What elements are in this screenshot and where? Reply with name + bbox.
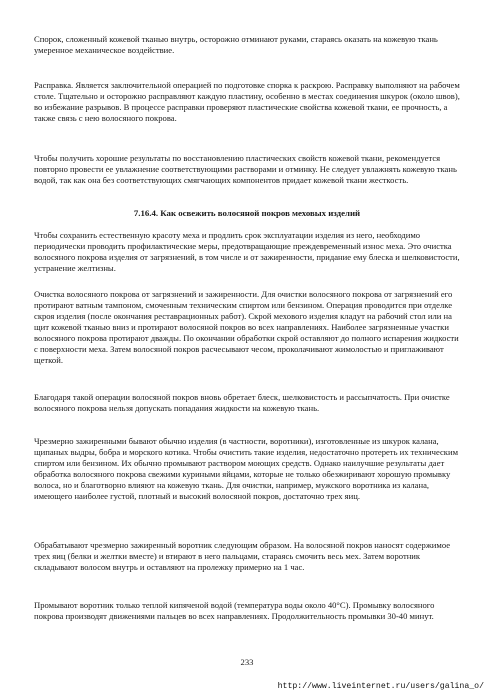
paragraph-9: Промывают воротник только теплой кипяченой водой (температура воды около 40°С). Промывку волосяного покрова производят движениями пальцев во всех направлениях. Продолжительность промывки 30-40 минут. [34,600,435,621]
paragraph-8: Обрабатывают чрезмерно зажиренный воротник следующим образом. На волосяной покров наносят содержимое трех яиц (белки и желтки вместе) и втирают в него пальцами, стараясь смочить весь мех. Затем воротник складывают волосом внутрь и оставляют на пролежку примерно на 1 час. [34,540,451,572]
paragraph-6: Благодаря такой операции волосяной покров вновь обретает блеск, шелковистость и рассыпчатость. При очистке волосяного покрова нельзя допускать попадания жидкости на кожевую ткань. [34,392,450,413]
footer-url-watermark: http://www.liveinternet.ru/users/galina_o/ [277,682,484,691]
section-heading: 7.16.4. Как освежить волосяной покров меховых изделий [133,208,361,218]
paragraph-2: Расправка. Является заключительной операцией по подготовке спорка к раскрою. Расправку выполняют на рабочем столе. Тщательно и осторожно расправляют каждую пластину, особенно в местах соединения шкурок (около швов), во избежание разрывов. В процессе расправки проверяют пластические свойства кожевой ткани, ее прочность, а также связь с нею волосяного покрова. [34,80,460,123]
paragraph-3: Чтобы получить хорошие результаты по восстановлению пластических свойств кожевой ткани, рекомендуется повторно провести ее увлажнение соответствующими растворами и отминку. Не следует увлажнять кожевую ткань водой, так как она без соответствующих смягчающих компонентов придает кожевой ткани жесткость. [34,153,457,185]
page-number: 233 [240,657,254,667]
paragraph-5: Очистка волосяного покрова от загрязнений и зажиренности. Для очистки волосяного покрова от загрязнений его протирают ватным тампоном, смоченным техническим спиртом или бензином. Операция проводится при отделке скроя изделия (после окончания реставрационных работ). Скрой мехового изделия кладут на рабочий стол или на щит кожевой тканью вниз и протирают волосяной покров во всех направлениях. Наиболее загрязненные участки волосяного покрова протирают дважды. По окончании обработки скрой оставляют до полного испарения жидкости с поверхности меха. Затем волосяной покров расчесывают чесом, проколачивают жимолостью и приглаживают щеткой. [34,289,459,365]
paragraph-7: Чрезмерно зажиренными бывают обычно изделия (в частности, воротники), изготовленные из шкурок калана, щипаных выдры, бобра и морского котика. Чтобы очистить такие изделия, недостаточно протереть их техническим спиртом или бензином. Их обычно промывают раствором моющих средств. Однако наилучшие результаты дает обработка волосяного покрова свежими куриными яйцами, которые не только обезжиривают хорошую промывку волоса, но и благотворно влияют на кожевую ткань. Для очистки, например, мужского воротника из калана, имеющего наиболее густой, плотный и высокий волосяной покров, достаточно трех яиц. [34,436,459,501]
paragraph-4: Чтобы сохранить естественную красоту меха и продлить срок эксплуатации изделия из него, необходимо периодически проводить профилактические меры, предотвращающие преждевременный износ меха. Это очистка волосяного покрова изделия от загрязнений, в том числе и от зажиренности, придание ему блеска и шелковистости, устранение желтизны. [34,230,460,273]
paragraph-1: Спорок, сложенный кожевой тканью внутрь, осторожно отминают руками, стараясь оказать на кожевую ткань умеренное механическое воздействие. [34,34,438,55]
